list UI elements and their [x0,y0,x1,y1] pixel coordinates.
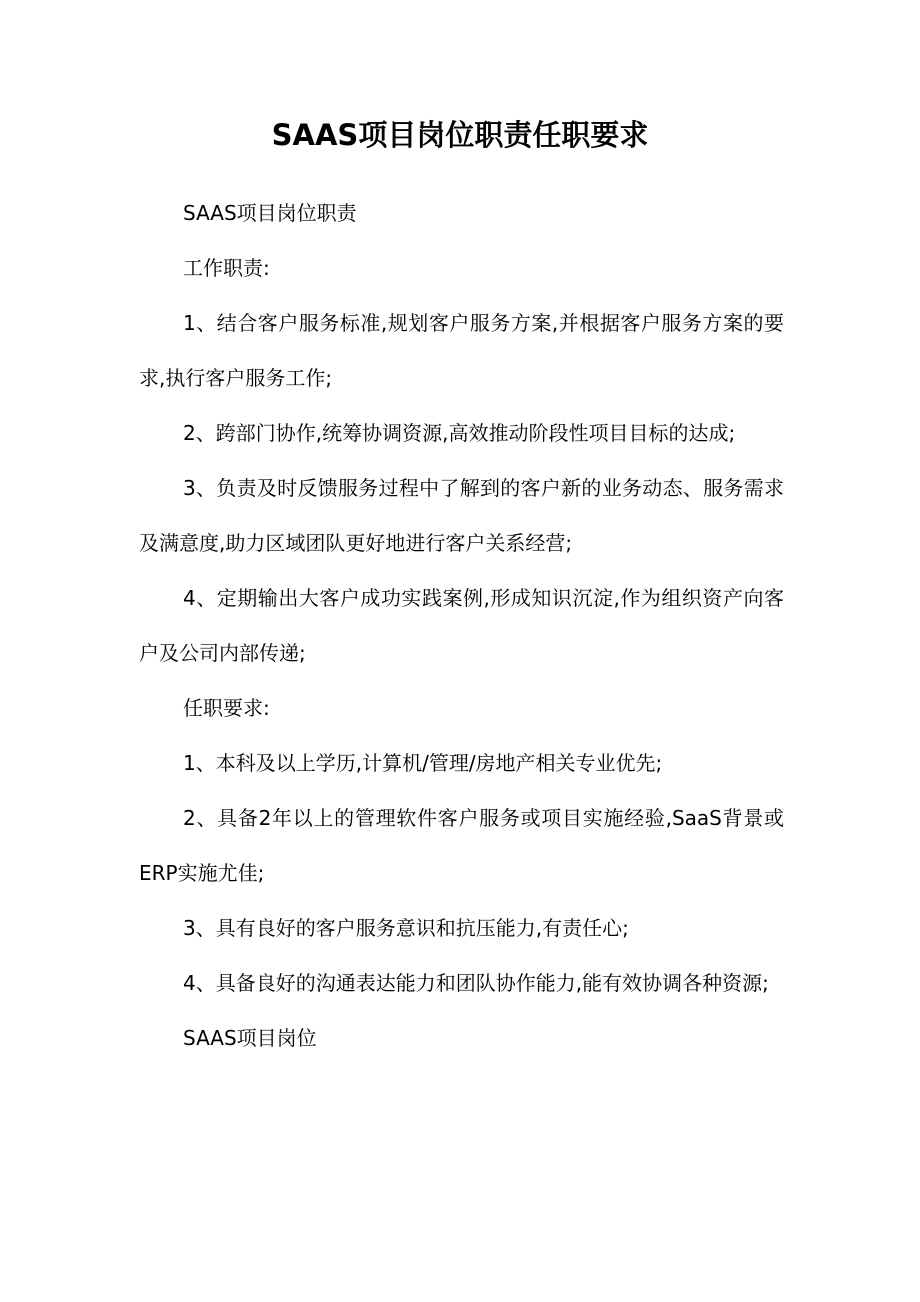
document-body [139,186,784,1066]
subheading-work-duties: 工作职责: [183,256,270,280]
requirement-item-2: 2、具备2年以上的管理软件客户服务或项目实施经验,SaaS背景或ERP实施尤佳; [139,806,784,885]
requirement-item-4: 4、具备良好的沟通表达能力和团队协作能力,能有效协调各种资源; [183,971,769,995]
duty-item-4: 4、定期输出大客户成功实践案例,形成知识沉淀,作为组织资产向客户及公司内部传递; [139,586,784,665]
document-title: SAAS项目岗位职责任职要求 [271,118,649,152]
duty-item-2: 2、跨部门协作,统筹协调资源,高效推动阶段性项目目标的达成; [183,421,736,445]
duty-item-3: 3、负责及时反馈服务过程中了解到的客户新的业务动态、服务需求及满意度,助力区域团队更好地进行客户关系经营; [139,476,784,555]
subheading-requirements: 任职要求: [183,696,270,720]
duty-item-1: 1、结合客户服务标准,规划客户服务方案,并根据客户服务方案的要求,执行客户服务工作; [139,311,784,390]
requirement-item-3: 3、具有良好的客户服务意识和抗压能力,有责任心; [183,916,629,940]
section-heading-next: SAAS项目岗位 [183,1026,317,1050]
section-heading-duties: SAAS项目岗位职责 [183,201,357,225]
requirement-item-1: 1、本科及以上学历,计算机/管理/房地产相关专业优先; [183,751,663,775]
